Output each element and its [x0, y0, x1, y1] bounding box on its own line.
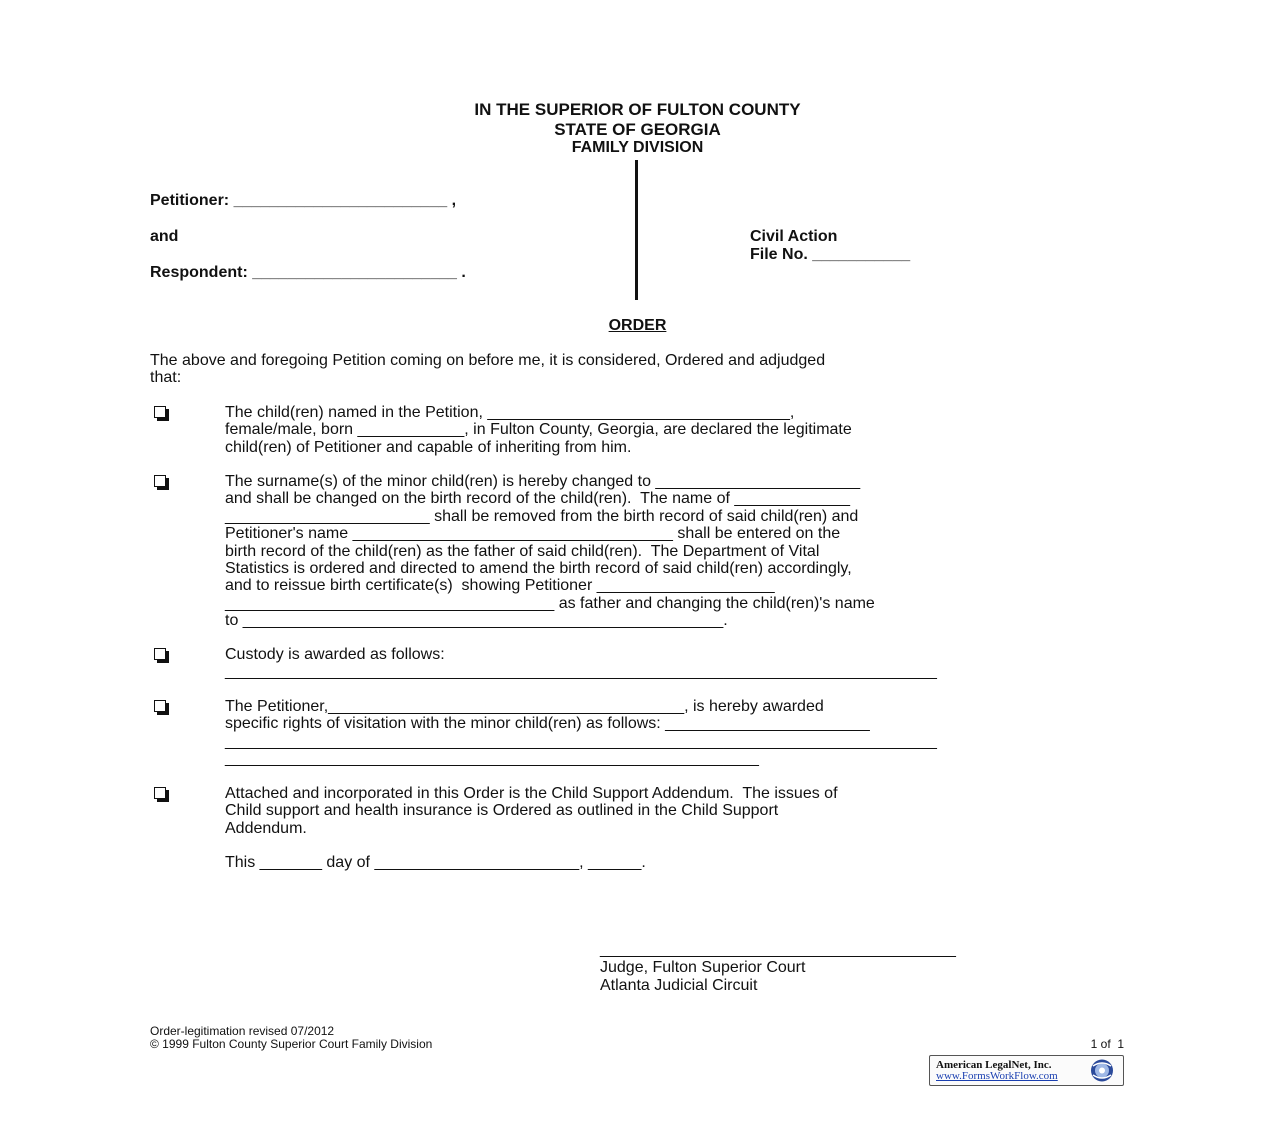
signature-line: ________________________________________ — [600, 941, 956, 958]
checkbox-visitation[interactable] — [154, 700, 166, 712]
order-title: ORDER — [608, 317, 667, 334]
file-no-line: File No. ___________ — [750, 246, 911, 263]
item-line: Child support and health insurance is Ordered as outlined in the Child Support — [225, 802, 779, 820]
item-line: and shall be changed on the birth record of the child(ren). The name of _____________ — [225, 490, 851, 508]
item-surname — [225, 473, 875, 630]
intro-line: that: — [150, 369, 182, 387]
item-line: Custody is awarded as follows: — [225, 646, 445, 663]
checkbox-custody[interactable] — [154, 648, 166, 660]
item-line: _______________________ shall be removed from the birth record of said child(ren) and — [225, 507, 859, 525]
checkbox-legitimation[interactable] — [154, 406, 166, 418]
respondent-line: Respondent: _______________________ . — [150, 264, 466, 281]
caption-divider — [635, 160, 638, 300]
court-title: IN THE SUPERIOR OF FULTON COUNTY — [474, 100, 801, 119]
civil-action-label: Civil Action — [750, 228, 838, 245]
item-line: The child(ren) named in the Petition, __________________________________, — [225, 404, 795, 421]
item-line: ________________________________________________________________________________ — [225, 663, 937, 681]
intro-line: The above and foregoing Petition coming on before me, it is considered, Ordered and adjudged — [150, 352, 826, 369]
legalnet-logo — [929, 1055, 1124, 1086]
checkbox-child-support[interactable] — [154, 787, 166, 799]
circuit-name: Atlanta Judicial Circuit — [600, 977, 758, 994]
and-label: and — [150, 228, 179, 245]
item-line: Attached and incorporated in this Order is the Child Support Addendum. The issues of — [225, 785, 838, 802]
judge-title: Judge, Fulton Superior Court — [600, 959, 806, 976]
logo-url: www.FormsWorkFlow.com — [936, 1070, 1058, 1082]
page-number: 1 of 1 — [1090, 1037, 1124, 1051]
item-legitimation — [225, 404, 852, 456]
item-line: _____________________________________ as father and changing the child(ren)'s name — [225, 594, 875, 612]
item-line: The surname(s) of the minor child(ren) is hereby changed to _______________________ — [225, 473, 861, 490]
copyright: © 1999 Fulton County Superior Court Family Division — [150, 1037, 433, 1051]
petitioner-line: Petitioner: ________________________ , — [150, 192, 457, 209]
form-id: Order-legitimation revised 07/2012 — [150, 1024, 335, 1038]
division-title: FAMILY DIVISION — [571, 139, 704, 156]
state-title: STATE OF GEORGIA — [554, 120, 721, 139]
item-line: birth record of the child(ren) as the father of said child(ren). The Department of Vital — [225, 542, 820, 560]
item-line: Petitioner's name ____________________________________ shall be entered on the — [225, 525, 841, 543]
date-line: This _______ day of _______________________, ______. — [225, 854, 646, 871]
item-line: ________________________________________________________________________________ — [225, 732, 937, 750]
item-line: female/male, born ____________, in Fulton County, Georgia, are declared the legitimate — [225, 421, 852, 439]
item-line: The Petitioner,________________________________________, is hereby awarded — [225, 698, 824, 715]
checkbox-surname[interactable] — [154, 475, 166, 487]
item-child-support — [225, 785, 838, 837]
item-line: Addendum. — [225, 819, 307, 837]
logo-company: American LegalNet, Inc. — [936, 1059, 1052, 1071]
item-line: specific rights of visitation with the minor child(ren) as follows: _______________________ — [225, 715, 870, 733]
item-custody — [225, 646, 937, 681]
item-line: and to reissue birth certificate(s) showing Petitioner ____________________ — [225, 577, 775, 595]
item-line: to ______________________________________________________. — [225, 612, 728, 630]
globe-icon — [1088, 1058, 1116, 1083]
item-visitation — [225, 698, 937, 768]
intro-paragraph — [150, 352, 825, 387]
item-line: ____________________________________________________________ — [225, 750, 759, 768]
item-line: child(ren) of Petitioner and capable of inheriting from him. — [225, 438, 632, 456]
item-line: Statistics is ordered and directed to amend the birth record of said child(ren) accordingly, — [225, 560, 852, 578]
